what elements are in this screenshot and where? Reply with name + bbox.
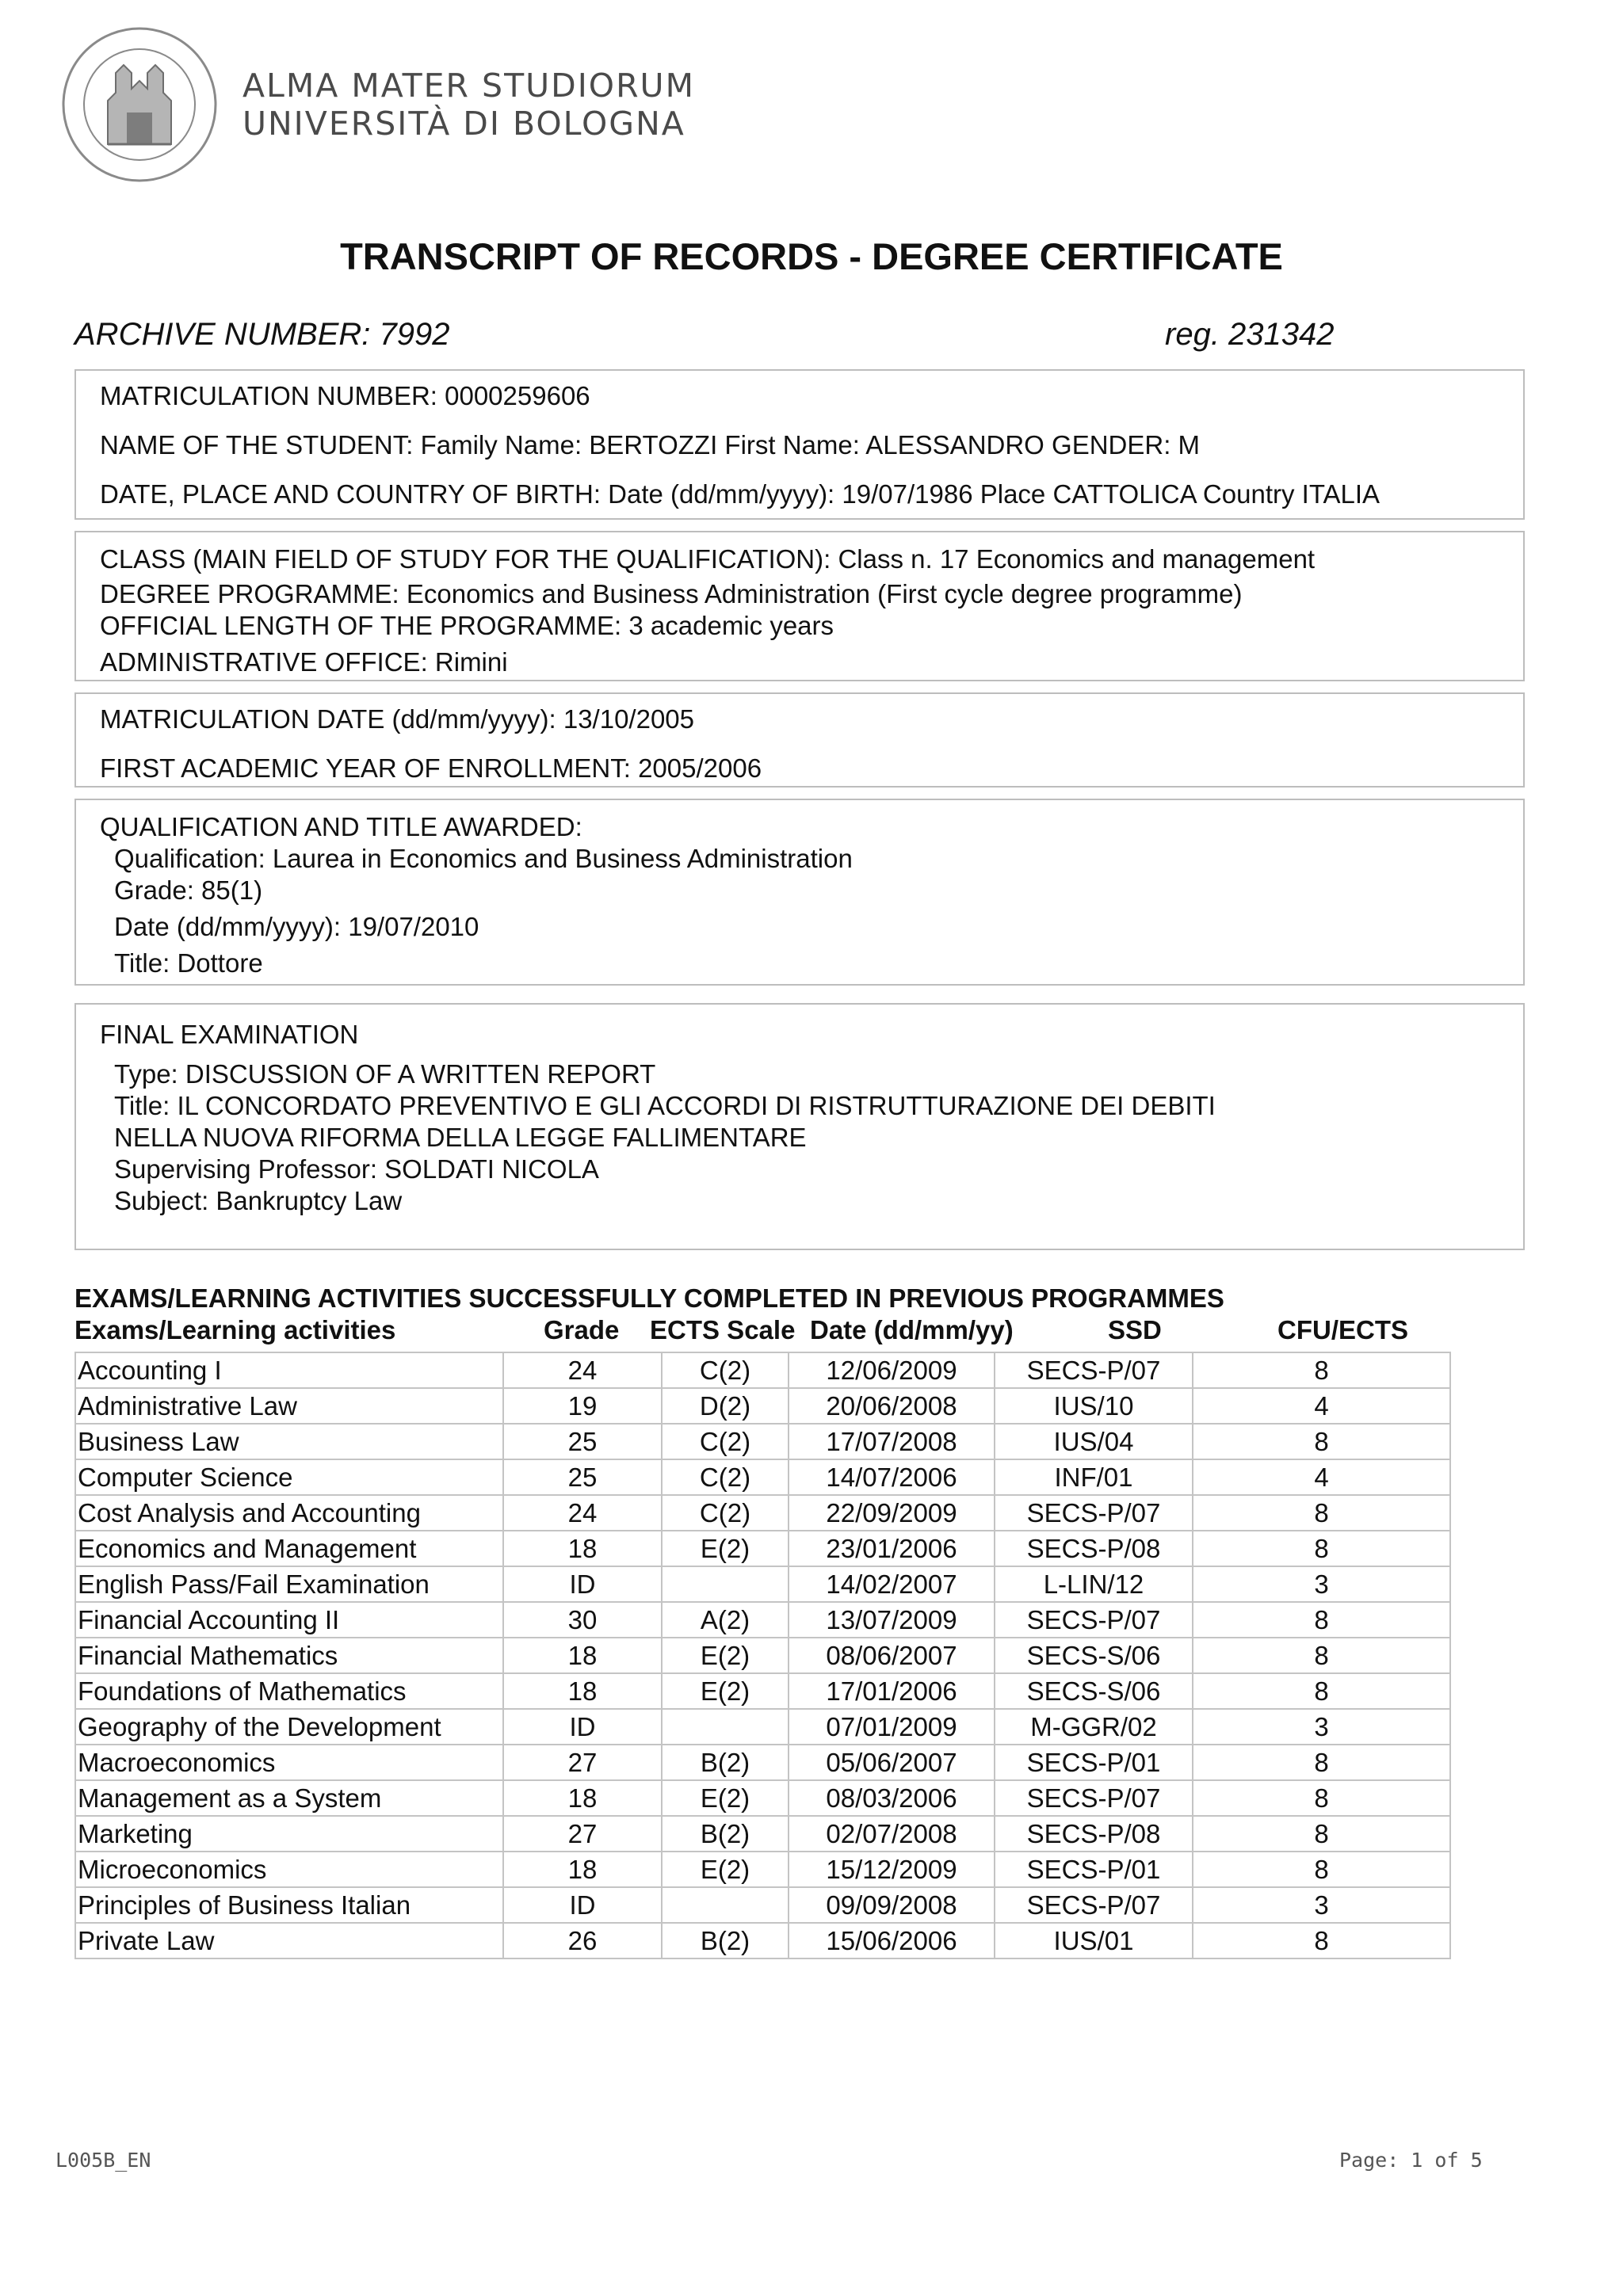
cell-cfu-ects: 3 [1193, 1566, 1450, 1602]
birth-info: DATE, PLACE AND COUNTRY OF BIRTH: Date (dd/mm/yyyy): 19/07/1986 Place CATTOLICA Country ITALIA [100, 479, 1381, 509]
archive-number: ARCHIVE NUMBER: 7992 [74, 317, 450, 352]
cell-ssd: IUS/04 [995, 1424, 1193, 1459]
cell-ssd: SECS-S/06 [995, 1673, 1193, 1709]
cell-date: 20/06/2008 [789, 1388, 995, 1424]
cell-cfu-ects: 3 [1193, 1709, 1450, 1745]
cell-ssd: SECS-P/01 [995, 1852, 1193, 1887]
cell-activity: Accounting I [75, 1352, 503, 1388]
reg-number: reg. 231342 [1165, 317, 1335, 352]
enrollment-box [74, 692, 1525, 788]
cell-grade: ID [503, 1566, 662, 1602]
cell-ssd: SECS-P/01 [995, 1745, 1193, 1780]
table-row [75, 1352, 1450, 1388]
table-row [75, 1459, 1450, 1495]
cell-activity: Private Law [75, 1923, 503, 1958]
cell-activity: Administrative Law [75, 1388, 503, 1424]
cell-cfu-ects: 8 [1193, 1745, 1450, 1780]
cell-ects-scale [662, 1709, 789, 1745]
matriculation-number: MATRICULATION NUMBER: 0000259606 [100, 381, 590, 410]
cell-ssd: SECS-P/08 [995, 1816, 1193, 1852]
cell-ects-scale: E(2) [662, 1780, 789, 1816]
cell-ssd: IUS/01 [995, 1923, 1193, 1958]
cell-activity: Management as a System [75, 1780, 503, 1816]
university-seal-logo [60, 25, 219, 184]
qualification-title: Title: Dottore [114, 948, 263, 978]
cell-grade: ID [503, 1709, 662, 1745]
university-name [242, 67, 695, 143]
cell-ssd: SECS-S/06 [995, 1638, 1193, 1673]
cell-cfu-ects: 8 [1193, 1816, 1450, 1852]
first-academic-year: FIRST ACADEMIC YEAR OF ENROLLMENT: 2005/2006 [100, 753, 762, 783]
qualification-heading: QUALIFICATION AND TITLE AWARDED: [100, 812, 582, 841]
table-row [75, 1780, 1450, 1816]
table-row [75, 1602, 1450, 1638]
university-name-line2: UNIVERSITÀ DI BOLOGNA [242, 105, 685, 143]
cell-ects-scale: C(2) [662, 1424, 789, 1459]
cell-ssd: IUS/10 [995, 1388, 1193, 1424]
student-info-box [74, 369, 1525, 520]
page-indicator: Page: 1 of 5 [1339, 2149, 1483, 2172]
cell-ects-scale: E(2) [662, 1638, 789, 1673]
table-row [75, 1709, 1450, 1745]
column-header-ects-scale: ECTS Scale [650, 1315, 796, 1344]
cell-grade: 30 [503, 1602, 662, 1638]
table-row [75, 1745, 1450, 1780]
cell-cfu-ects: 8 [1193, 1495, 1450, 1531]
column-header-activity: Exams/Learning activities [74, 1315, 396, 1344]
cell-cfu-ects: 8 [1193, 1352, 1450, 1388]
final-examination-box [74, 1003, 1525, 1250]
column-header-grade: Grade [544, 1315, 620, 1344]
final-exam-title-line2: NELLA NUOVA RIFORMA DELLA LEGGE FALLIMENTARE [114, 1123, 807, 1152]
table-row [75, 1495, 1450, 1531]
table-row [75, 1424, 1450, 1459]
document-code: L005B_EN [55, 2149, 151, 2172]
cell-activity: Microeconomics [75, 1852, 503, 1887]
cell-ects-scale [662, 1566, 789, 1602]
qualification-date: Date (dd/mm/yyyy): 19/07/2010 [114, 912, 479, 941]
cell-cfu-ects: 8 [1193, 1531, 1450, 1566]
table-row [75, 1816, 1450, 1852]
cell-grade: 27 [503, 1745, 662, 1780]
cell-date: 05/06/2007 [789, 1745, 995, 1780]
cell-activity: Cost Analysis and Accounting [75, 1495, 503, 1531]
cell-ects-scale: B(2) [662, 1816, 789, 1852]
cell-cfu-ects: 8 [1193, 1424, 1450, 1459]
table-row [75, 1673, 1450, 1709]
cell-date: 12/06/2009 [789, 1352, 995, 1388]
final-exam-heading: FINAL EXAMINATION [100, 1020, 359, 1049]
cell-ects-scale: E(2) [662, 1673, 789, 1709]
cell-date: 23/01/2006 [789, 1531, 995, 1566]
cell-grade: 27 [503, 1816, 662, 1852]
cell-date: 02/07/2008 [789, 1816, 995, 1852]
cell-grade: 18 [503, 1780, 662, 1816]
cell-activity: English Pass/Fail Examination [75, 1566, 503, 1602]
cell-ects-scale: B(2) [662, 1745, 789, 1780]
cell-date: 13/07/2009 [789, 1602, 995, 1638]
cell-ects-scale: B(2) [662, 1923, 789, 1958]
degree-programme: DEGREE PROGRAMME: Economics and Business Administration (First cycle degree programme) [100, 579, 1243, 608]
cell-ssd: SECS-P/07 [995, 1495, 1193, 1531]
cell-ssd: INF/01 [995, 1459, 1193, 1495]
class-info: CLASS (MAIN FIELD OF STUDY FOR THE QUALIFICATION): Class n. 17 Economics and management [100, 544, 1316, 574]
cell-ects-scale: C(2) [662, 1352, 789, 1388]
cell-date: 14/02/2007 [789, 1566, 995, 1602]
cell-grade: 24 [503, 1352, 662, 1388]
cell-grade: 19 [503, 1388, 662, 1424]
table-row [75, 1923, 1450, 1958]
cell-ssd: L-LIN/12 [995, 1566, 1193, 1602]
column-header-ssd: SSD [1108, 1315, 1162, 1344]
cell-ects-scale: A(2) [662, 1602, 789, 1638]
cell-ssd: SECS-P/07 [995, 1887, 1193, 1923]
programme-length: OFFICIAL LENGTH OF THE PROGRAMME: 3 academic years [100, 611, 834, 640]
cell-date: 09/09/2008 [789, 1887, 995, 1923]
cell-cfu-ects: 8 [1193, 1673, 1450, 1709]
cell-date: 08/03/2006 [789, 1780, 995, 1816]
administrative-office: ADMINISTRATIVE OFFICE: Rimini [100, 647, 508, 677]
cell-activity: Marketing [75, 1816, 503, 1852]
supervising-professor: Supervising Professor: SOLDATI NICOLA [114, 1154, 599, 1184]
table-row [75, 1887, 1450, 1923]
student-name: NAME OF THE STUDENT: Family Name: BERTOZZI First Name: ALESSANDRO GENDER: M [100, 430, 1201, 460]
cell-ssd: SECS-P/07 [995, 1780, 1193, 1816]
qualification-name: Qualification: Laurea in Economics and Business Administration [114, 844, 853, 873]
cell-ects-scale: D(2) [662, 1388, 789, 1424]
cell-cfu-ects: 8 [1193, 1638, 1450, 1673]
cell-date: 15/06/2006 [789, 1923, 995, 1958]
cell-activity: Foundations of Mathematics [75, 1673, 503, 1709]
cell-ects-scale: C(2) [662, 1459, 789, 1495]
cell-date: 08/06/2007 [789, 1638, 995, 1673]
cell-grade: ID [503, 1887, 662, 1923]
cell-date: 22/09/2009 [789, 1495, 995, 1531]
cell-activity: Business Law [75, 1424, 503, 1459]
table-row [75, 1388, 1450, 1424]
cell-grade: 18 [503, 1531, 662, 1566]
cell-cfu-ects: 3 [1193, 1887, 1450, 1923]
cell-date: 07/01/2009 [789, 1709, 995, 1745]
final-exam-type: Type: DISCUSSION OF A WRITTEN REPORT [114, 1059, 656, 1089]
exams-heading: EXAMS/LEARNING ACTIVITIES SUCCESSFULLY COMPLETED IN PREVIOUS PROGRAMMES [74, 1283, 1224, 1313]
column-header-date: Date (dd/mm/yy) [810, 1315, 1014, 1344]
cell-ssd: M-GGR/02 [995, 1709, 1193, 1745]
cell-date: 17/01/2006 [789, 1673, 995, 1709]
final-exam-title-line1: Title: IL CONCORDATO PREVENTIVO E GLI ACCORDI DI RISTRUTTURAZIONE DEI DEBITI [114, 1091, 1216, 1120]
cell-activity: Financial Mathematics [75, 1638, 503, 1673]
cell-grade: 18 [503, 1852, 662, 1887]
cell-activity: Financial Accounting II [75, 1602, 503, 1638]
table-row [75, 1566, 1450, 1602]
cell-ssd: SECS-P/08 [995, 1531, 1193, 1566]
cell-date: 14/07/2006 [789, 1459, 995, 1495]
cell-date: 17/07/2008 [789, 1424, 995, 1459]
cell-ects-scale: C(2) [662, 1495, 789, 1531]
cell-grade: 18 [503, 1673, 662, 1709]
column-header-cfu-ects: CFU/ECTS [1277, 1315, 1408, 1344]
table-row [75, 1852, 1450, 1887]
qualification-box [74, 799, 1525, 986]
university-name-line1: ALMA MATER STUDIORUM [242, 67, 695, 105]
cell-activity: Economics and Management [75, 1531, 503, 1566]
cell-grade: 26 [503, 1923, 662, 1958]
cell-ects-scale: E(2) [662, 1852, 789, 1887]
cell-cfu-ects: 8 [1193, 1602, 1450, 1638]
cell-activity: Macroeconomics [75, 1745, 503, 1780]
cell-activity: Principles of Business Italian [75, 1887, 503, 1923]
exams-table [74, 1352, 1451, 1959]
cell-grade: 18 [503, 1638, 662, 1673]
cell-ssd: SECS-P/07 [995, 1602, 1193, 1638]
cell-cfu-ects: 8 [1193, 1923, 1450, 1958]
cell-activity: Computer Science [75, 1459, 503, 1495]
table-row [75, 1531, 1450, 1566]
cell-date: 15/12/2009 [789, 1852, 995, 1887]
cell-ects-scale [662, 1887, 789, 1923]
cell-cfu-ects: 8 [1193, 1852, 1450, 1887]
cell-ssd: SECS-P/07 [995, 1352, 1193, 1388]
cell-activity: Geography of the Development [75, 1709, 503, 1745]
cell-grade: 25 [503, 1424, 662, 1459]
cell-grade: 25 [503, 1459, 662, 1495]
cell-ects-scale: E(2) [662, 1531, 789, 1566]
cell-cfu-ects: 4 [1193, 1459, 1450, 1495]
cell-cfu-ects: 8 [1193, 1780, 1450, 1816]
table-row [75, 1638, 1450, 1673]
cell-cfu-ects: 4 [1193, 1388, 1450, 1424]
cell-grade: 24 [503, 1495, 662, 1531]
programme-info-box [74, 531, 1525, 681]
final-exam-subject: Subject: Bankruptcy Law [114, 1186, 403, 1215]
qualification-grade: Grade: 85(1) [114, 875, 263, 905]
document-title: TRANSCRIPT OF RECORDS - DEGREE CERTIFICATE [340, 235, 1283, 277]
matriculation-date: MATRICULATION DATE (dd/mm/yyyy): 13/10/2005 [100, 704, 695, 734]
